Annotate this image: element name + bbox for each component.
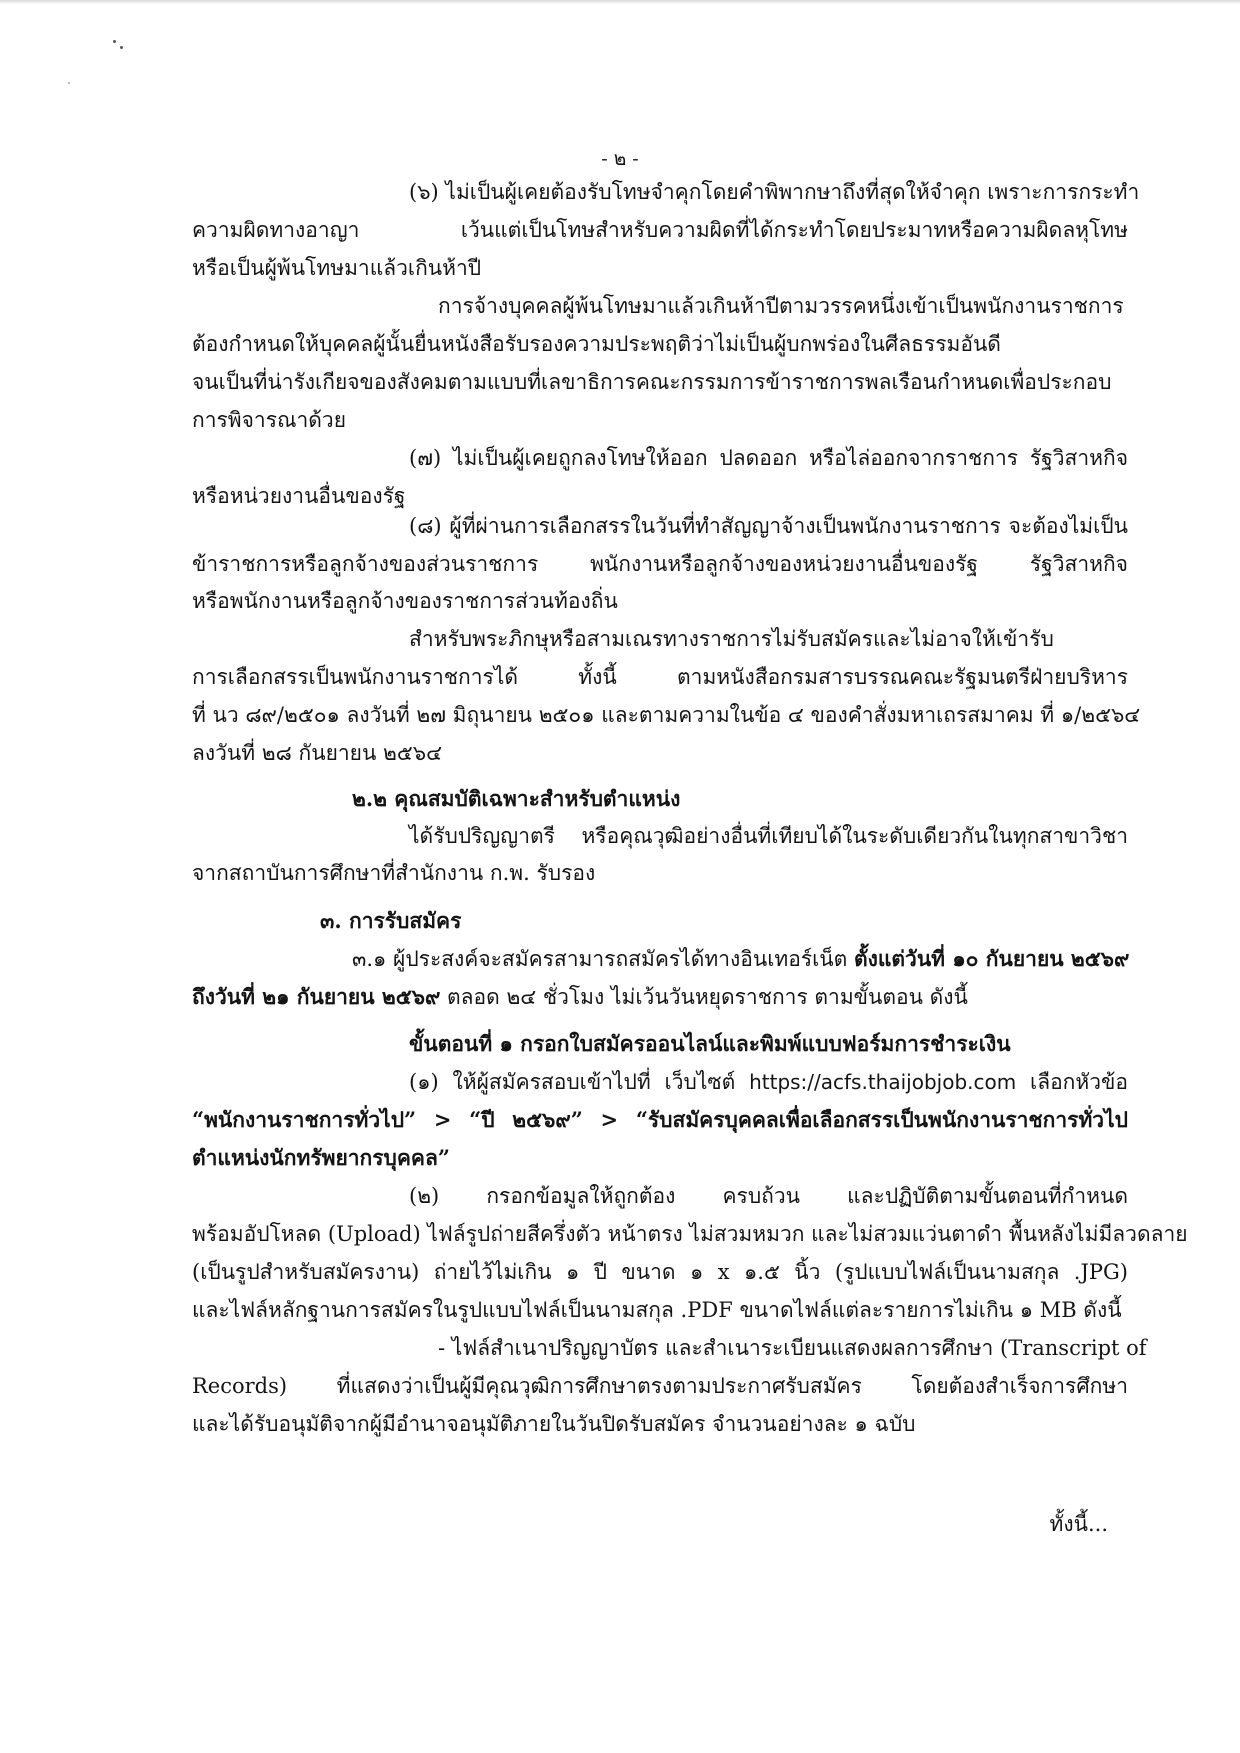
step-heading: ขั้นตอนที่ ๑ กรอกใบสมัครออนไลน์และพิมพ์แบบฟอร์มการชำระเงิน <box>409 1031 1011 1056</box>
page-number: - ๒ - <box>601 148 639 170</box>
paragraph-line: - ไฟล์สำเนาปริญญาบัตร และสำเนาระเบียนแสดงผลการศึกษา (Transcript of <box>438 1336 1147 1360</box>
paragraph-line: (เป็นรูปสำหรับสมัครงาน) ถ่ายไว้ไม่เกิน ๑ ปี ขนาด ๑ x ๑.๕ นิ้ว (รูปแบบไฟล์เป็นนามสกุล .JPG) <box>192 1260 1128 1284</box>
scan-edge <box>0 0 1240 4</box>
paragraph-line: หรือพนักงานหรือลูกจ้างของราชการส่วนท้องถิ่น <box>192 589 618 613</box>
text-run: ตลอด ๒๔ ชั่วโมง ไม่เว้นวันหยุดราชการ ตามขั้นตอน ดังนี้ <box>440 985 968 1009</box>
text-run: เลือกหัวข้อ <box>1016 1070 1128 1094</box>
paragraph-line: จากสถาบันการศึกษาที่สำนักงาน ก.พ. รับรอง <box>192 861 596 885</box>
paragraph-line: การจ้างบุคคลผู้พ้นโทษมาแล้วเกินห้าปีตามวรรคหนึ่งเข้าเป็นพนักงานราชการ <box>438 294 1124 318</box>
paragraph-line: (๖) ไม่เป็นผู้เคยต้องรับโทษจำคุกโดยคำพิพากษาถึงที่สุดให้จำคุก เพราะการกระทำ <box>409 180 1140 204</box>
paragraph-line: Records) ที่แสดงว่าเป็นผู้มีคุณวุฒิการศึกษาตรงตามประกาศรับสมัคร โดยต้องสำเร็จการศึกษา <box>192 1374 1128 1398</box>
paragraph-line: ต้องกำหนดให้บุคคลผู้นั้นยื่นหนังสือรับรองความประพฤติว่าไม่เป็นผู้บกพร่องในศีลธรรมอันดี <box>192 332 1001 356</box>
paragraph-line: พร้อมอัปโหลด (Upload) ไฟล์รูปถ่ายสีครึ่งตัว หน้าตรง ไม่สวมหมวก และไม่สวมแว่นตาดำ พื้นหลังไม่มีลวดลาย <box>192 1222 1188 1246</box>
paragraph-line: หรือหน่วยงานอื่นของรัฐ <box>192 484 406 508</box>
emphasis-run: ตั้งแต่วันที่ ๑๐ กันยายน ๒๕๖๙ <box>853 946 1130 971</box>
paragraph-line <box>409 1067 1128 1097</box>
paragraph-line: จนเป็นที่น่ารังเกียจของสังคมตามแบบที่เลขาธิการคณะกรรมการข้าราชการพลเรือนกำหนดเพื่อประกอบ <box>192 370 1112 394</box>
section-heading: ๒.๒ คุณสมบัติเฉพาะสำหรับตำแหน่ง <box>352 786 681 811</box>
scan-speck <box>120 46 123 49</box>
scan-speck <box>68 82 70 84</box>
paragraph-line: (๒) กรอกข้อมูลให้ถูกต้อง ครบถ้วน และปฏิบัติตามขั้นตอนที่กำหนด <box>409 1184 1128 1208</box>
text-run: (๑) ให้ผู้สมัครสอบเข้าไปที่ เว็บไซต์ <box>409 1070 750 1094</box>
paragraph-line: ลงวันที่ ๒๘ กันยายน ๒๕๖๔ <box>192 741 442 765</box>
website-url: https://acfs.thaijobjob.com <box>749 1070 1017 1094</box>
paragraph-line: และได้รับอนุมัติจากผู้มีอำนาจอนุมัติภายในวันปิดรับสมัคร จำนวนอย่างละ ๑ ฉบับ <box>192 1412 916 1436</box>
paragraph-line: การเลือกสรรเป็นพนักงานราชการได้ ทั้งนี้ ตามหนังสือกรมสารบรรณคณะรัฐมนตรีฝ่ายบริหาร <box>192 665 1128 689</box>
paragraph-line: ตำแหน่งนักทรัพยากรบุคคล” <box>192 1145 450 1170</box>
paragraph-line: (๗) ไม่เป็นผู้เคยถูกลงโทษให้ออก ปลดออก หรือไล่ออกจากราชการ รัฐวิสาหกิจ <box>409 446 1128 470</box>
paragraph-line: ความผิดทางอาญา เว้นแต่เป็นโทษสำหรับความผิดที่ได้กระทำโดยประมาทหรือความผิดลหุโทษ <box>192 218 1128 242</box>
paragraph-line: ข้าราชการหรือลูกจ้างของส่วนราชการ พนักงานหรือลูกจ้างของหน่วยงานอื่นของรัฐ รัฐวิสาหกิจ <box>192 552 1128 576</box>
paragraph-line: และไฟล์หลักฐานการสมัครในรูปแบบไฟล์เป็นนามสกุล .PDF ขนาดไฟล์แต่ละรายการไม่เกิน ๑ MB ดังนี้ <box>192 1298 1122 1322</box>
scan-speck <box>113 40 116 43</box>
paragraph-line <box>352 944 1128 974</box>
continuation-marker: ทั้งนี้... <box>1049 1512 1108 1536</box>
paragraph-line <box>192 982 968 1012</box>
emphasis-run: ถึงวันที่ ๒๑ กันยายน ๒๕๖๙ <box>192 984 441 1009</box>
paragraph-line: การพิจารณาด้วย <box>192 408 347 432</box>
paragraph-line: ได้รับปริญญาตรี หรือคุณวุฒิอย่างอื่นที่เทียบได้ในระดับเดียวกันในทุกสาขาวิชา <box>409 824 1128 848</box>
paragraph-line: สำหรับพระภิกษุหรือสามเณรทางราชการไม่รับสมัครและไม่อาจให้เข้ารับ <box>409 627 1054 651</box>
paragraph-line: ที่ นว ๘๙/๒๕๐๑ ลงวันที่ ๒๗ มิถุนายน ๒๕๐๑ และตามความในข้อ ๔ ของคำสั่งมหาเถรสมาคม ที่ ๑/๒๕๖๔ <box>192 703 1141 727</box>
paragraph-line: “พนักงานราชการทั่วไป” > “ปี ๒๕๖๙” > “รับสมัครบุคคลเพื่อเลือกสรรเป็นพนักงานราชการทั่วไป <box>192 1107 1128 1132</box>
section-heading: ๓. การรับสมัคร <box>320 908 462 933</box>
paragraph-line: (๘) ผู้ที่ผ่านการเลือกสรรในวันที่ทำสัญญาจ้างเป็นพนักงานราชการ จะต้องไม่เป็น <box>409 514 1128 538</box>
text-run: ๓.๑ ผู้ประสงค์จะสมัครสามารถสมัครได้ทางอินเทอร์เน็ต <box>352 947 854 971</box>
paragraph-line: หรือเป็นผู้พ้นโทษมาแล้วเกินห้าปี <box>192 256 482 280</box>
